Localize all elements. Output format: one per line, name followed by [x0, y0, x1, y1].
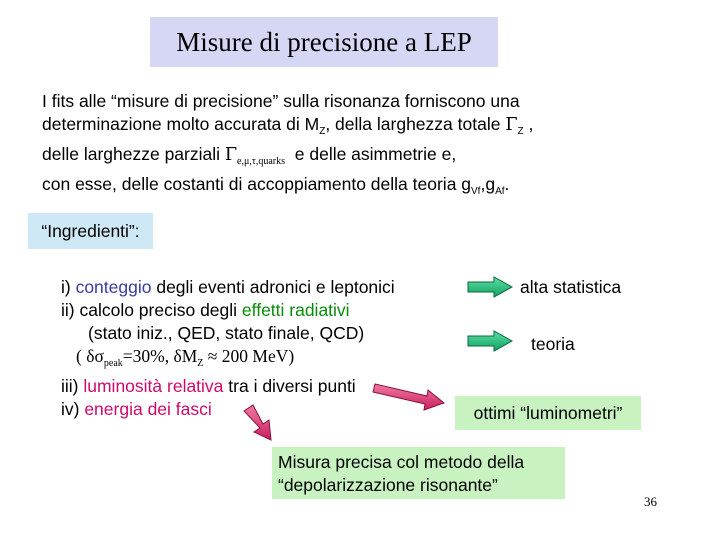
subscript: Z: [197, 358, 204, 369]
highlight-text: luminosità relativa: [83, 376, 224, 396]
intro-line-1: I fits alle “misure di precisione” sulla risonanza forniscono una: [42, 91, 520, 111]
subscript: Z: [319, 126, 326, 137]
formula-text: =30%, δM: [122, 346, 198, 366]
arrow-right-icon: [468, 331, 512, 351]
intro-text: ,g: [480, 174, 496, 194]
highlight-text: conteggio: [75, 277, 152, 297]
gamma-symbol: Γ: [224, 145, 238, 165]
arrow-diagonal-icon: [244, 405, 271, 440]
list-text: degli eventi adronici e leptonici: [151, 277, 395, 297]
misura-box: [272, 447, 565, 499]
gamma-symbol: Γ: [505, 115, 518, 135]
intro-text: .: [504, 174, 510, 194]
slide-title: Misure di precisione a LEP: [176, 26, 472, 57]
highlight-text: energia dei fasci: [84, 399, 212, 419]
list-text: i): [61, 277, 76, 297]
misura-line-2: “depolarizzazione risonante”: [278, 475, 498, 495]
intro-text: e delle asimmetrie e,: [285, 144, 457, 164]
subscript: peak: [103, 358, 123, 369]
page-number: 36: [644, 494, 657, 509]
misura-line-1: Misura precisa col metodo della: [278, 452, 525, 472]
intro-text: ,: [523, 114, 534, 134]
teoria-label: teoria: [531, 334, 575, 354]
alta-statistica-label: alta statistica: [520, 277, 622, 297]
intro-text: determinazione molto accurata di M: [42, 114, 320, 134]
highlight-text: effetti radiativi: [241, 300, 350, 320]
list-text: iv): [61, 399, 85, 419]
subscript: Af: [495, 186, 505, 197]
list-text: iii): [61, 376, 84, 396]
arrow-diagonal-icon: [373, 384, 444, 410]
subscript: Z: [517, 126, 524, 137]
list-text: tra i diversi punti: [223, 376, 356, 396]
arrow-right-icon: [468, 277, 512, 297]
ingredienti-label: “Ingredienti”:: [41, 220, 140, 241]
subscript: e,μ,τ,quarks: [237, 156, 286, 167]
formula-text: ≈ 200 MeV): [203, 346, 295, 366]
intro-text: , della larghezza totale: [325, 114, 506, 134]
list-item-ii-cont: (stato iniz., QED, stato finale, QCD): [88, 323, 365, 343]
formula-text: ( δσ: [76, 346, 104, 366]
intro-text: con esse, delle costanti di accoppiamento della teoria g: [42, 174, 472, 194]
intro-text: delle larghezze parziali: [42, 144, 225, 164]
subscript: Vf: [471, 186, 481, 197]
luminometri-label: ottimi “luminometri”: [473, 402, 623, 423]
luminometri-box: [455, 396, 641, 430]
list-text: ii) calcolo preciso degli: [61, 300, 242, 320]
